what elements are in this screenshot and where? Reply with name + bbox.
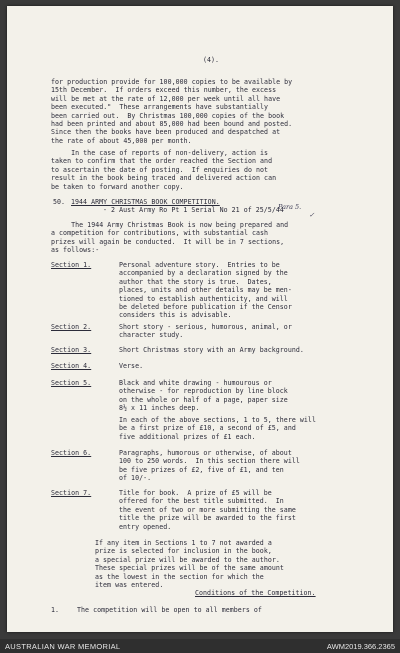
section-text-line: entry opened. xyxy=(119,522,172,531)
section-text-line: Title for book. A prize of £5 will be xyxy=(119,489,272,497)
section-text-line: be deleted before publication if the Censor xyxy=(119,303,292,311)
section-text-line: Short story - serious, humorous, animal, or xyxy=(119,323,292,331)
section-text-line: Black and white drawing - humourous or xyxy=(119,379,272,387)
intro-line: a competition for contributions, with substantial cash xyxy=(51,229,269,238)
non-delivery-line: be taken to forward another copy. xyxy=(51,182,184,191)
section-text-line: author that the story is true. Dates, xyxy=(119,277,272,286)
section-label: Section 2. xyxy=(51,323,92,331)
section-text-line: offered for the best title submitted. In xyxy=(119,497,284,506)
non-delivery-line: In the case of reports of non-delivery, action is xyxy=(51,149,269,157)
section-label: Section 1. xyxy=(51,261,92,269)
condition-1-text: The competition will be open to all members of xyxy=(77,606,262,614)
production-line: had been printed and about 85,000 had been bound and posted. xyxy=(51,120,293,128)
non-delivery-line: taken to confirm that the order reached the Section and xyxy=(51,157,273,166)
intro-line: prizes will again be conducted. It will be in 7 sections, xyxy=(51,237,285,246)
non-delivery-line: to ascertain the date of posting. If enquiries do not xyxy=(51,165,269,174)
section-text-line: considers this is advisable. xyxy=(119,311,232,320)
condition-1-number: 1. xyxy=(51,606,60,614)
section-label: Section 4. xyxy=(51,362,92,370)
footer-accession-number: AWM2019.366.2365 xyxy=(326,642,395,651)
production-line: been carried out. By Christmas 100,000 copies of the book xyxy=(51,111,285,120)
prize-note-line: be a first prize of £10, a second of £5, and xyxy=(119,424,296,433)
section-text-line: the event of two or more submitting the same xyxy=(119,505,296,514)
section-label: Section 7. xyxy=(51,489,92,497)
section-text-line: otherwise - for reproduction by line block xyxy=(119,387,288,396)
special-note-line: prize is selected for inclusion in the book, xyxy=(95,547,272,556)
production-line: been executed." These arrangements have substantially xyxy=(51,103,269,112)
item-number: 50. xyxy=(53,198,66,206)
section-text-line: 100 to 250 words. In this section there will xyxy=(119,457,300,466)
conditions-heading: Conditions of the Competition. xyxy=(195,589,316,597)
production-line: will be met at the rate of 12,000 per week until all have xyxy=(51,94,281,103)
section-label: Section 5. xyxy=(51,379,92,387)
special-note-line: a special prize will be awarded to the author. xyxy=(95,555,280,564)
special-note-line: If any item in Sections 1 to 7 not awarded a xyxy=(95,539,272,547)
reference-line: - 2 Aust Army Ro Pt 1 Serial No 21 of 25/5/44 xyxy=(103,206,284,214)
section-text-line: Personal adventure story. Entries to be xyxy=(119,261,280,269)
special-note-line: item was entered. xyxy=(95,581,164,589)
section-text-line: title the prize will be awarded to the first xyxy=(119,514,296,523)
section-text-line: character study. xyxy=(119,331,184,340)
handwritten-tick: ✓ xyxy=(309,211,315,219)
archive-footer xyxy=(0,639,400,653)
special-note-line: as the lowest in the section for which the xyxy=(95,572,264,581)
intro-line: as follows:- xyxy=(51,246,100,255)
item-title: 1944 ARMY CHRISTMAS BOOK COMPETITION. xyxy=(71,198,220,206)
production-line: for production provide for 100,000 copies to be available by xyxy=(51,78,293,86)
production-line: the rate of about 45,000 per month. xyxy=(51,136,192,145)
prize-note-line: In each of the above sections, 1 to 5, there will xyxy=(119,416,316,424)
production-line: Since then the books have been produced and despatched at xyxy=(51,128,281,137)
section-label: Section 6. xyxy=(51,449,92,457)
section-text-line: accompanied by a declaration signed by the xyxy=(119,269,288,278)
non-delivery-line: result in the book being traced and delivered action can xyxy=(51,174,277,183)
page-number: (4). xyxy=(203,56,220,64)
section-text-line: Paragraphs, humorous or otherwise, of about xyxy=(119,449,292,457)
production-line: 15th December. If orders exceed this number, the excess xyxy=(51,86,277,95)
section-text-line: be five prizes of £2, five of £1, and ten xyxy=(119,465,284,474)
section-text-line: tioned to establish authenticity, and will xyxy=(119,294,288,303)
prize-note-line: five additional prizes of £1 each. xyxy=(119,432,256,441)
special-note-line: These special prizes will be of the same amount xyxy=(95,564,284,573)
section-text-line: places, units and other details may be men- xyxy=(119,286,292,295)
intro-line: The 1944 Army Christmas Book is now being prepared and xyxy=(51,221,289,229)
section-text-line: 8½ x 11 inches deep. xyxy=(119,404,200,413)
footer-institution: AUSTRALIAN WAR MEMORIAL xyxy=(5,642,121,651)
section-text-line: on the whole or half of a page, paper size xyxy=(119,395,288,404)
handwritten-note: Para 5. xyxy=(278,203,302,211)
section-label: Section 3. xyxy=(51,346,92,354)
section-text-line: of 10/-. xyxy=(119,474,152,483)
section-text-line: Verse. xyxy=(119,362,144,370)
document-page xyxy=(7,6,393,632)
section-text-line: Short Christmas story with an Army background. xyxy=(119,346,304,354)
